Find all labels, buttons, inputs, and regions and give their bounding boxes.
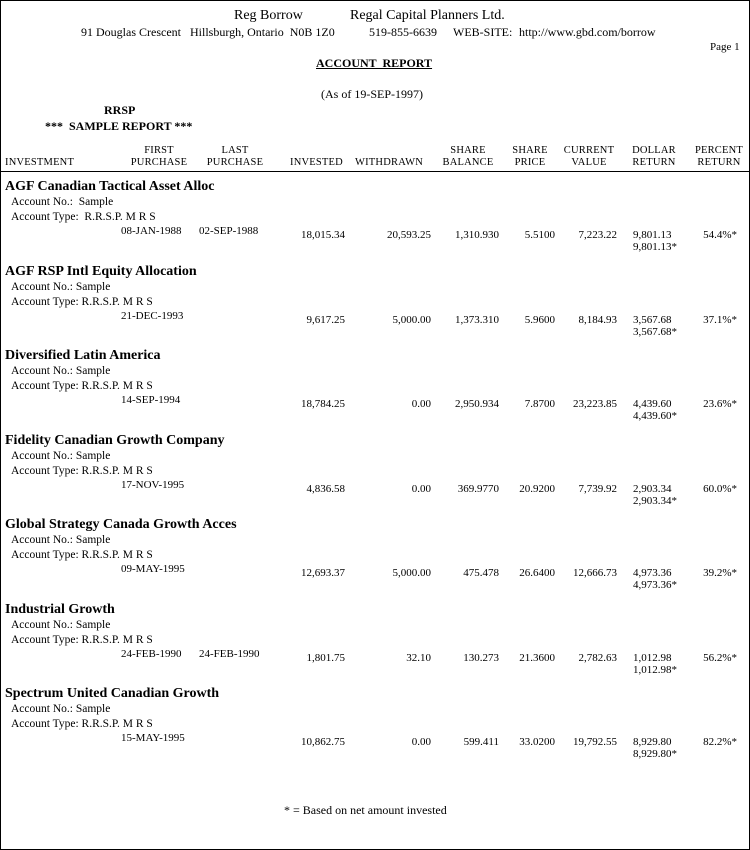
col-percent-return-l1: PERCENT [694, 145, 744, 156]
fund-name: AGF Canadian Tactical Asset Alloc [5, 179, 215, 194]
fund-dollar-return-net: 8,929.80* [633, 748, 677, 760]
fund-name: Global Strategy Canada Growth Acces [5, 517, 237, 532]
col-current-value-l1: CURRENT [563, 145, 615, 156]
account-type: Account Type: R.R.S.P. M R S [11, 464, 153, 477]
fund-current-value: 12,666.73 [573, 567, 617, 579]
fund-invested: 4,836.58 [306, 482, 345, 495]
fund-percent-return: 39.2%* [703, 567, 737, 579]
fund-share-balance: 130.273 [463, 651, 499, 664]
col-dollar-return-l2: RETURN [632, 157, 676, 168]
col-dollar-return [627, 145, 681, 169]
col-share-balance-l2: BALANCE [442, 157, 494, 168]
fund-first-purchase: 24-FEB-1990 [121, 647, 182, 660]
fund-name: Fidelity Canadian Growth Company [5, 432, 225, 448]
website-link[interactable]: http://www.gbd.com/borrow [519, 25, 656, 39]
fund-share-price: 21.3600 [519, 651, 555, 664]
fund-dollar-return-net: 9,801.13* [633, 241, 677, 253]
fund-dollar-return-net: 3,567.68* [633, 325, 677, 338]
col-share-price-l2: PRICE [514, 157, 546, 168]
fund-dollar-return-net: 1,012.98* [633, 663, 677, 676]
fund-current-value: 19,792.55 [573, 736, 617, 748]
account-type: Account Type: R.R.S.P. M R S [11, 211, 156, 223]
fund-withdrawn: 0.00 [411, 398, 431, 410]
account-number: Account No.: Sample [11, 449, 111, 462]
account-type: Account Type: R.R.S.P. M R S [11, 718, 153, 730]
account-type: Account Type: R.R.S.P. M R S [11, 295, 153, 308]
fund-share-price: 20.9200 [519, 482, 555, 495]
fund-dollar-return-net: 2,903.34* [633, 494, 677, 507]
fund-first-purchase: 17-NOV-1995 [121, 478, 185, 491]
header-divider [1, 171, 749, 172]
fund-invested: 18,784.25 [301, 398, 345, 410]
fund-percent-return: 54.4%* [703, 229, 737, 241]
website-label: WEB-SITE: [453, 25, 513, 39]
fund-first-purchase: 21-DEC-1993 [121, 309, 184, 322]
fund-invested: 18,015.34 [301, 229, 345, 241]
firm-address: 91 Douglas Crescent Hillsburgh, Ontario N0B 1Z0 [81, 25, 335, 39]
fund-invested: 1,801.75 [306, 651, 345, 664]
account-number: Account No.: Sample [11, 618, 111, 631]
fund-share-balance: 369.9770 [457, 482, 499, 495]
sample-report-label: *** SAMPLE REPORT *** [45, 119, 193, 133]
fund-share-price: 5.9600 [524, 313, 555, 326]
fund-last-purchase: 02-SEP-1988 [199, 225, 259, 237]
fund-withdrawn: 20,593.25 [387, 229, 431, 241]
fund-dollar-return: 3,567.68 [633, 313, 672, 326]
report-date: (As of 19-SEP-1997) [321, 87, 423, 101]
fund-dollar-return: 8,929.80 [633, 736, 672, 748]
col-percent-return-l2: RETURN [697, 157, 741, 168]
account-number: Account No.: Sample [11, 196, 114, 208]
page-number: Page 1 [710, 41, 740, 53]
fund-share-balance: 599.411 [463, 736, 499, 748]
col-invested: INVESTED [290, 157, 343, 168]
fund-share-price: 5.5100 [524, 229, 555, 241]
col-percent-return [691, 145, 747, 169]
fund-current-value: 8,184.93 [578, 313, 617, 326]
fund-percent-return: 23.6%* [703, 398, 737, 410]
fund-percent-return: 82.2%* [703, 736, 737, 748]
col-investment: INVESTMENT [5, 157, 75, 168]
col-share-price [506, 145, 554, 169]
account-number: Account No.: Sample [11, 703, 111, 715]
footnote: * = Based on net amount invested [284, 803, 447, 817]
fund-share-balance: 475.478 [463, 567, 499, 579]
fund-name: Industrial Growth [5, 601, 115, 617]
fund-percent-return: 37.1%* [703, 313, 737, 326]
col-first-purchase-l1: FIRST [144, 145, 174, 156]
col-current-value [559, 145, 619, 169]
fund-first-purchase: 09-MAY-1995 [121, 563, 185, 575]
fund-dollar-return: 2,903.34 [633, 482, 672, 495]
account-type: Account Type: R.R.S.P. M R S [11, 549, 153, 561]
fund-first-purchase: 15-MAY-1995 [121, 732, 185, 744]
fund-current-value: 7,223.22 [578, 229, 617, 241]
fund-first-purchase: 08-JAN-1988 [121, 225, 182, 237]
fund-invested: 10,862.75 [301, 736, 345, 748]
report-title: ACCOUNT REPORT [316, 56, 433, 70]
fund-withdrawn: 32.10 [406, 651, 431, 664]
fund-dollar-return: 4,439.60 [633, 398, 672, 410]
fund-share-price: 33.0200 [519, 736, 555, 748]
fund-share-balance: 2,950.934 [455, 398, 499, 410]
fund-invested: 12,693.37 [301, 567, 345, 579]
col-last-purchase-l2: PURCHASE [206, 157, 264, 168]
fund-percent-return: 60.0%* [703, 482, 737, 495]
fund-withdrawn: 0.00 [411, 736, 431, 748]
fund-current-value: 2,782.63 [578, 651, 617, 664]
col-share-balance-l1: SHARE [450, 145, 486, 156]
fund-dollar-return-net: 4,973.36* [633, 579, 677, 591]
account-type: Account Type: R.R.S.P. M R S [11, 380, 153, 392]
fund-current-value: 7,739.92 [578, 482, 617, 495]
col-last-purchase-l1: LAST [221, 145, 249, 156]
account-number: Account No.: Sample [11, 534, 111, 546]
col-first-purchase [123, 145, 195, 169]
account-number: Account No.: Sample [11, 280, 111, 293]
fund-withdrawn: 5,000.00 [392, 313, 431, 326]
fund-name: AGF RSP Intl Equity Allocation [5, 263, 197, 279]
fund-withdrawn: 5,000.00 [392, 567, 431, 579]
fund-first-purchase: 14-SEP-1994 [121, 394, 181, 406]
firm-name: Regal Capital Planners Ltd. [350, 8, 505, 23]
fund-name: Diversified Latin America [5, 348, 161, 363]
fund-withdrawn: 0.00 [411, 482, 431, 495]
fund-name: Spectrum United Canadian Growth [5, 686, 220, 701]
account-type: Account Type: R.R.S.P. M R S [11, 633, 153, 646]
fund-dollar-return: 4,973.36 [633, 567, 672, 579]
col-share-balance [438, 145, 498, 169]
fund-percent-return: 56.2%* [703, 651, 737, 664]
col-dollar-return-l1: DOLLAR [632, 145, 676, 156]
fund-share-price: 7.8700 [524, 398, 555, 410]
col-share-price-l1: SHARE [512, 145, 548, 156]
plan-type: RRSP [104, 103, 136, 117]
fund-current-value: 23,223.85 [573, 398, 617, 410]
col-withdrawn: WITHDRAWN [355, 157, 424, 168]
account-number: Account No.: Sample [11, 365, 111, 377]
fund-dollar-return-net: 4,439.60* [633, 410, 677, 422]
fund-share-price: 26.6400 [519, 567, 555, 579]
fund-share-balance: 1,310.930 [455, 229, 499, 241]
fund-invested: 9,617.25 [306, 313, 345, 326]
fund-share-balance: 1,373.310 [455, 313, 499, 326]
fund-dollar-return: 9,801.13 [633, 229, 672, 241]
firm-phone: 519-855-6639 [369, 25, 437, 39]
col-last-purchase [199, 145, 271, 169]
col-first-purchase-l2: PURCHASE [130, 157, 188, 168]
col-current-value-l2: VALUE [571, 157, 607, 168]
fund-dollar-return: 1,012.98 [633, 651, 672, 664]
advisor-name: Reg Borrow [234, 8, 303, 23]
fund-last-purchase: 24-FEB-1990 [199, 647, 260, 660]
